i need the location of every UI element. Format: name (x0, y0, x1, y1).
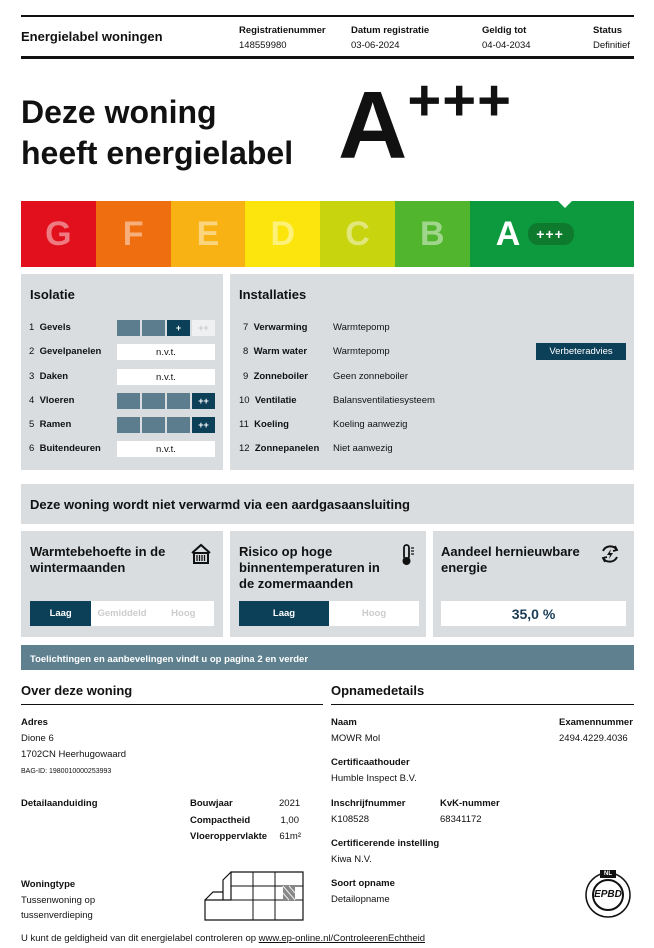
installatie-row (243, 322, 307, 333)
installaties-title: Installaties (239, 287, 307, 302)
isolatie-value: n.v.t. (117, 441, 215, 457)
soort-opname-value: Detailopname (331, 894, 390, 905)
header-datum (351, 25, 429, 51)
row-num: 3 (29, 371, 35, 382)
big-label-letter: A (338, 72, 406, 179)
risico-gauge (239, 601, 419, 626)
installatie-value: Balansventilatiesysteem (333, 395, 435, 406)
header-key: Status (593, 25, 623, 36)
big-energy-label (338, 68, 512, 187)
level-gemiddeld: Gemiddeld (97, 608, 147, 619)
bar-segment (117, 320, 140, 336)
bar-segment: ++ (192, 393, 215, 409)
detail-label: Detailaanduiding (21, 798, 98, 809)
isolatie-gevels-bars (117, 320, 215, 336)
bag-id: BAG-ID: 1980010000253993 (21, 768, 112, 775)
scale-b: B (395, 201, 470, 267)
row-num: 4 (29, 395, 35, 406)
installatie-row (243, 346, 307, 357)
bar-segment (117, 417, 140, 433)
examennummer-label: Examennummer (559, 717, 633, 728)
scale-e: E (171, 201, 246, 267)
isolatie-title: Isolatie (30, 287, 75, 302)
row-label: Vloeren (39, 395, 75, 406)
verbeteradvies-button[interactable]: Verbeteradvies (536, 343, 626, 360)
examennummer-value: 2494.4229.4036 (559, 733, 628, 744)
certificaathouder-label: Certificaathouder (331, 757, 410, 768)
isolatie-value: n.v.t. (117, 369, 215, 385)
row-num: 9 (243, 371, 249, 382)
row-label: Koeling (254, 419, 289, 430)
thermometer-icon (398, 543, 418, 567)
compactheid-label: Compactheid (190, 815, 251, 826)
row-label: Verwarming (253, 322, 308, 333)
active-plus-pill: +++ (528, 223, 574, 245)
big-label-plus: +++ (407, 68, 512, 133)
naam-value: MOWR Mol (331, 733, 381, 744)
bar-segment (142, 393, 165, 409)
installatie-value: Warmtepomp (333, 346, 390, 357)
isolatie-row (29, 395, 74, 406)
kvk-value: 68341172 (440, 814, 482, 825)
soort-opname-label: Soort opname (331, 878, 395, 889)
inschrijfnummer-label: Inschrijfnummer (331, 798, 406, 809)
bouwjaar-label: Bouwjaar (190, 798, 233, 809)
header-status (593, 25, 630, 51)
bar-segment (142, 417, 165, 433)
opname-section-title: Opnamedetails (331, 683, 425, 698)
row-label: Zonneboiler (253, 371, 308, 382)
bar-segment: ++ (192, 417, 215, 433)
installatie-row (239, 419, 289, 430)
header-value: 04-04-2034 (482, 40, 531, 51)
instelling-value: Kiwa N.V. (331, 854, 372, 865)
kvk-label: KvK-nummer (440, 798, 500, 809)
epbd-logo (583, 869, 633, 919)
bar-segment (167, 393, 190, 409)
renewable-icon (598, 542, 622, 566)
scale-a-active (470, 201, 634, 267)
bar-segment (142, 320, 165, 336)
row-num: 11 (239, 419, 249, 430)
scale-f: F (96, 201, 171, 267)
adres-line1: Dione 6 (21, 733, 54, 744)
opname-rule (331, 704, 634, 705)
woning-section-title: Over deze woning (21, 683, 133, 698)
header-rule (21, 56, 634, 59)
adres-label: Adres (21, 717, 48, 728)
headline-line1: Deze woning (21, 94, 217, 130)
installatie-value: Geen zonneboiler (333, 371, 408, 382)
warmtebehoefte-title: Warmtebehoefte in de wintermaanden (30, 544, 166, 575)
active-letter: A (495, 214, 521, 253)
document-title: Energielabel woningen (21, 29, 163, 44)
level-hoog: Hoog (361, 608, 387, 619)
bar-segment: ++ (192, 320, 215, 336)
epbd-badge: NL (604, 871, 612, 877)
naam-label: Naam (331, 717, 357, 728)
info-banner: Toelichtingen en aanbevelingen vindt u op pagina 2 en verder (21, 645, 634, 670)
vloeroppervlakte-label: Vloeroppervlakte (190, 831, 268, 842)
installatie-value: Koeling aanwezig (333, 419, 408, 430)
row-label: Ventilatie (254, 395, 297, 406)
hernieuwbaar-title: Aandeel hernieuwbare energie (441, 544, 580, 575)
hernieuwbaar-value: 35,0 % (441, 601, 626, 626)
row-num: 6 (29, 443, 35, 454)
row-num: 2 (29, 346, 35, 357)
header-key: Datum registratie (351, 25, 430, 36)
headline (21, 92, 293, 174)
installatie-row (239, 443, 319, 454)
isolatie-row (29, 371, 68, 382)
bar-segment (117, 393, 140, 409)
row-label: Buitendeuren (39, 443, 101, 454)
header-value: 03-06-2024 (351, 40, 400, 51)
installatie-row (243, 371, 308, 382)
woningtype-line1: Tussenwoning op (21, 895, 96, 906)
scale-d: D (245, 201, 320, 267)
footer-link[interactable]: www.ep-online.nl/ControleerenEchtheid (258, 933, 426, 944)
header-geldig (482, 25, 531, 51)
compactheid-value: 1,00 (280, 815, 299, 826)
installatie-value: Niet aanwezig (333, 443, 393, 454)
row-label: Gevels (39, 322, 71, 333)
epbd-logo-text: EPBD (594, 889, 622, 900)
header-key: Registratienummer (239, 25, 326, 36)
scale-g: G (21, 201, 96, 267)
isolatie-row (29, 322, 71, 333)
row-label: Warm water (253, 346, 308, 357)
active-marker-icon (558, 201, 572, 208)
woning-rule (21, 704, 323, 705)
scale-c: C (320, 201, 395, 267)
installatie-row (239, 395, 297, 406)
level-laag: Laag (30, 601, 91, 626)
woningtype-line2: tussenverdieping (21, 910, 93, 921)
building-type-icon (203, 868, 309, 924)
woningtype-label: Woningtype (21, 879, 76, 890)
row-label: Zonnepanelen (254, 443, 320, 454)
instelling-label: Certificerende instelling (331, 838, 440, 849)
house-heating-icon (190, 543, 212, 565)
header-registratienummer (239, 25, 326, 51)
row-label: Daken (39, 371, 69, 382)
vloeroppervlakte-value: 61m² (279, 831, 301, 842)
row-num: 1 (29, 322, 35, 333)
row-num: 7 (243, 322, 249, 333)
row-num: 5 (29, 419, 35, 430)
isolatie-ramen-bars (117, 417, 215, 433)
isolatie-row (29, 443, 101, 454)
risico-title: Risico op hoge binnentemperaturen in de zomermaanden (239, 544, 380, 591)
row-num: 10 (239, 395, 250, 406)
inschrijfnummer-value: K108528 (331, 814, 370, 825)
isolatie-row (29, 346, 101, 357)
bouwjaar-value: 2021 (279, 798, 301, 809)
energy-scale (21, 201, 634, 267)
footer-text: U kunt de geldigheid van dit energielabel controleren op (21, 933, 259, 944)
adres-line2: 1702CN Heerhugowaard (21, 749, 127, 760)
warmtebehoefte-gauge (30, 601, 214, 626)
header-key: Geldig tot (482, 25, 527, 36)
bar-segment: + (167, 320, 190, 336)
isolatie-vloeren-bars (117, 393, 215, 409)
headline-line2: heeft energielabel (21, 135, 294, 171)
bar-segment (167, 417, 190, 433)
certificaathouder-value: Humble Inspect B.V. (331, 773, 417, 784)
isolatie-value: n.v.t. (117, 344, 215, 360)
level-hoog: Hoog (171, 608, 196, 619)
row-num: 8 (243, 346, 249, 357)
header-value: Definitief (593, 40, 630, 51)
row-label: Ramen (39, 419, 72, 430)
footer-note (21, 933, 425, 944)
level-laag: Laag (239, 601, 329, 626)
row-num: 12 (239, 443, 250, 454)
header-value: 148559980 (239, 40, 287, 51)
gas-notice: Deze woning wordt niet verwarmd via een aardgasaansluiting (30, 497, 410, 512)
top-rule (21, 15, 634, 17)
installatie-value: Warmtepomp (333, 322, 390, 333)
row-label: Gevelpanelen (39, 346, 102, 357)
isolatie-row (29, 419, 71, 430)
